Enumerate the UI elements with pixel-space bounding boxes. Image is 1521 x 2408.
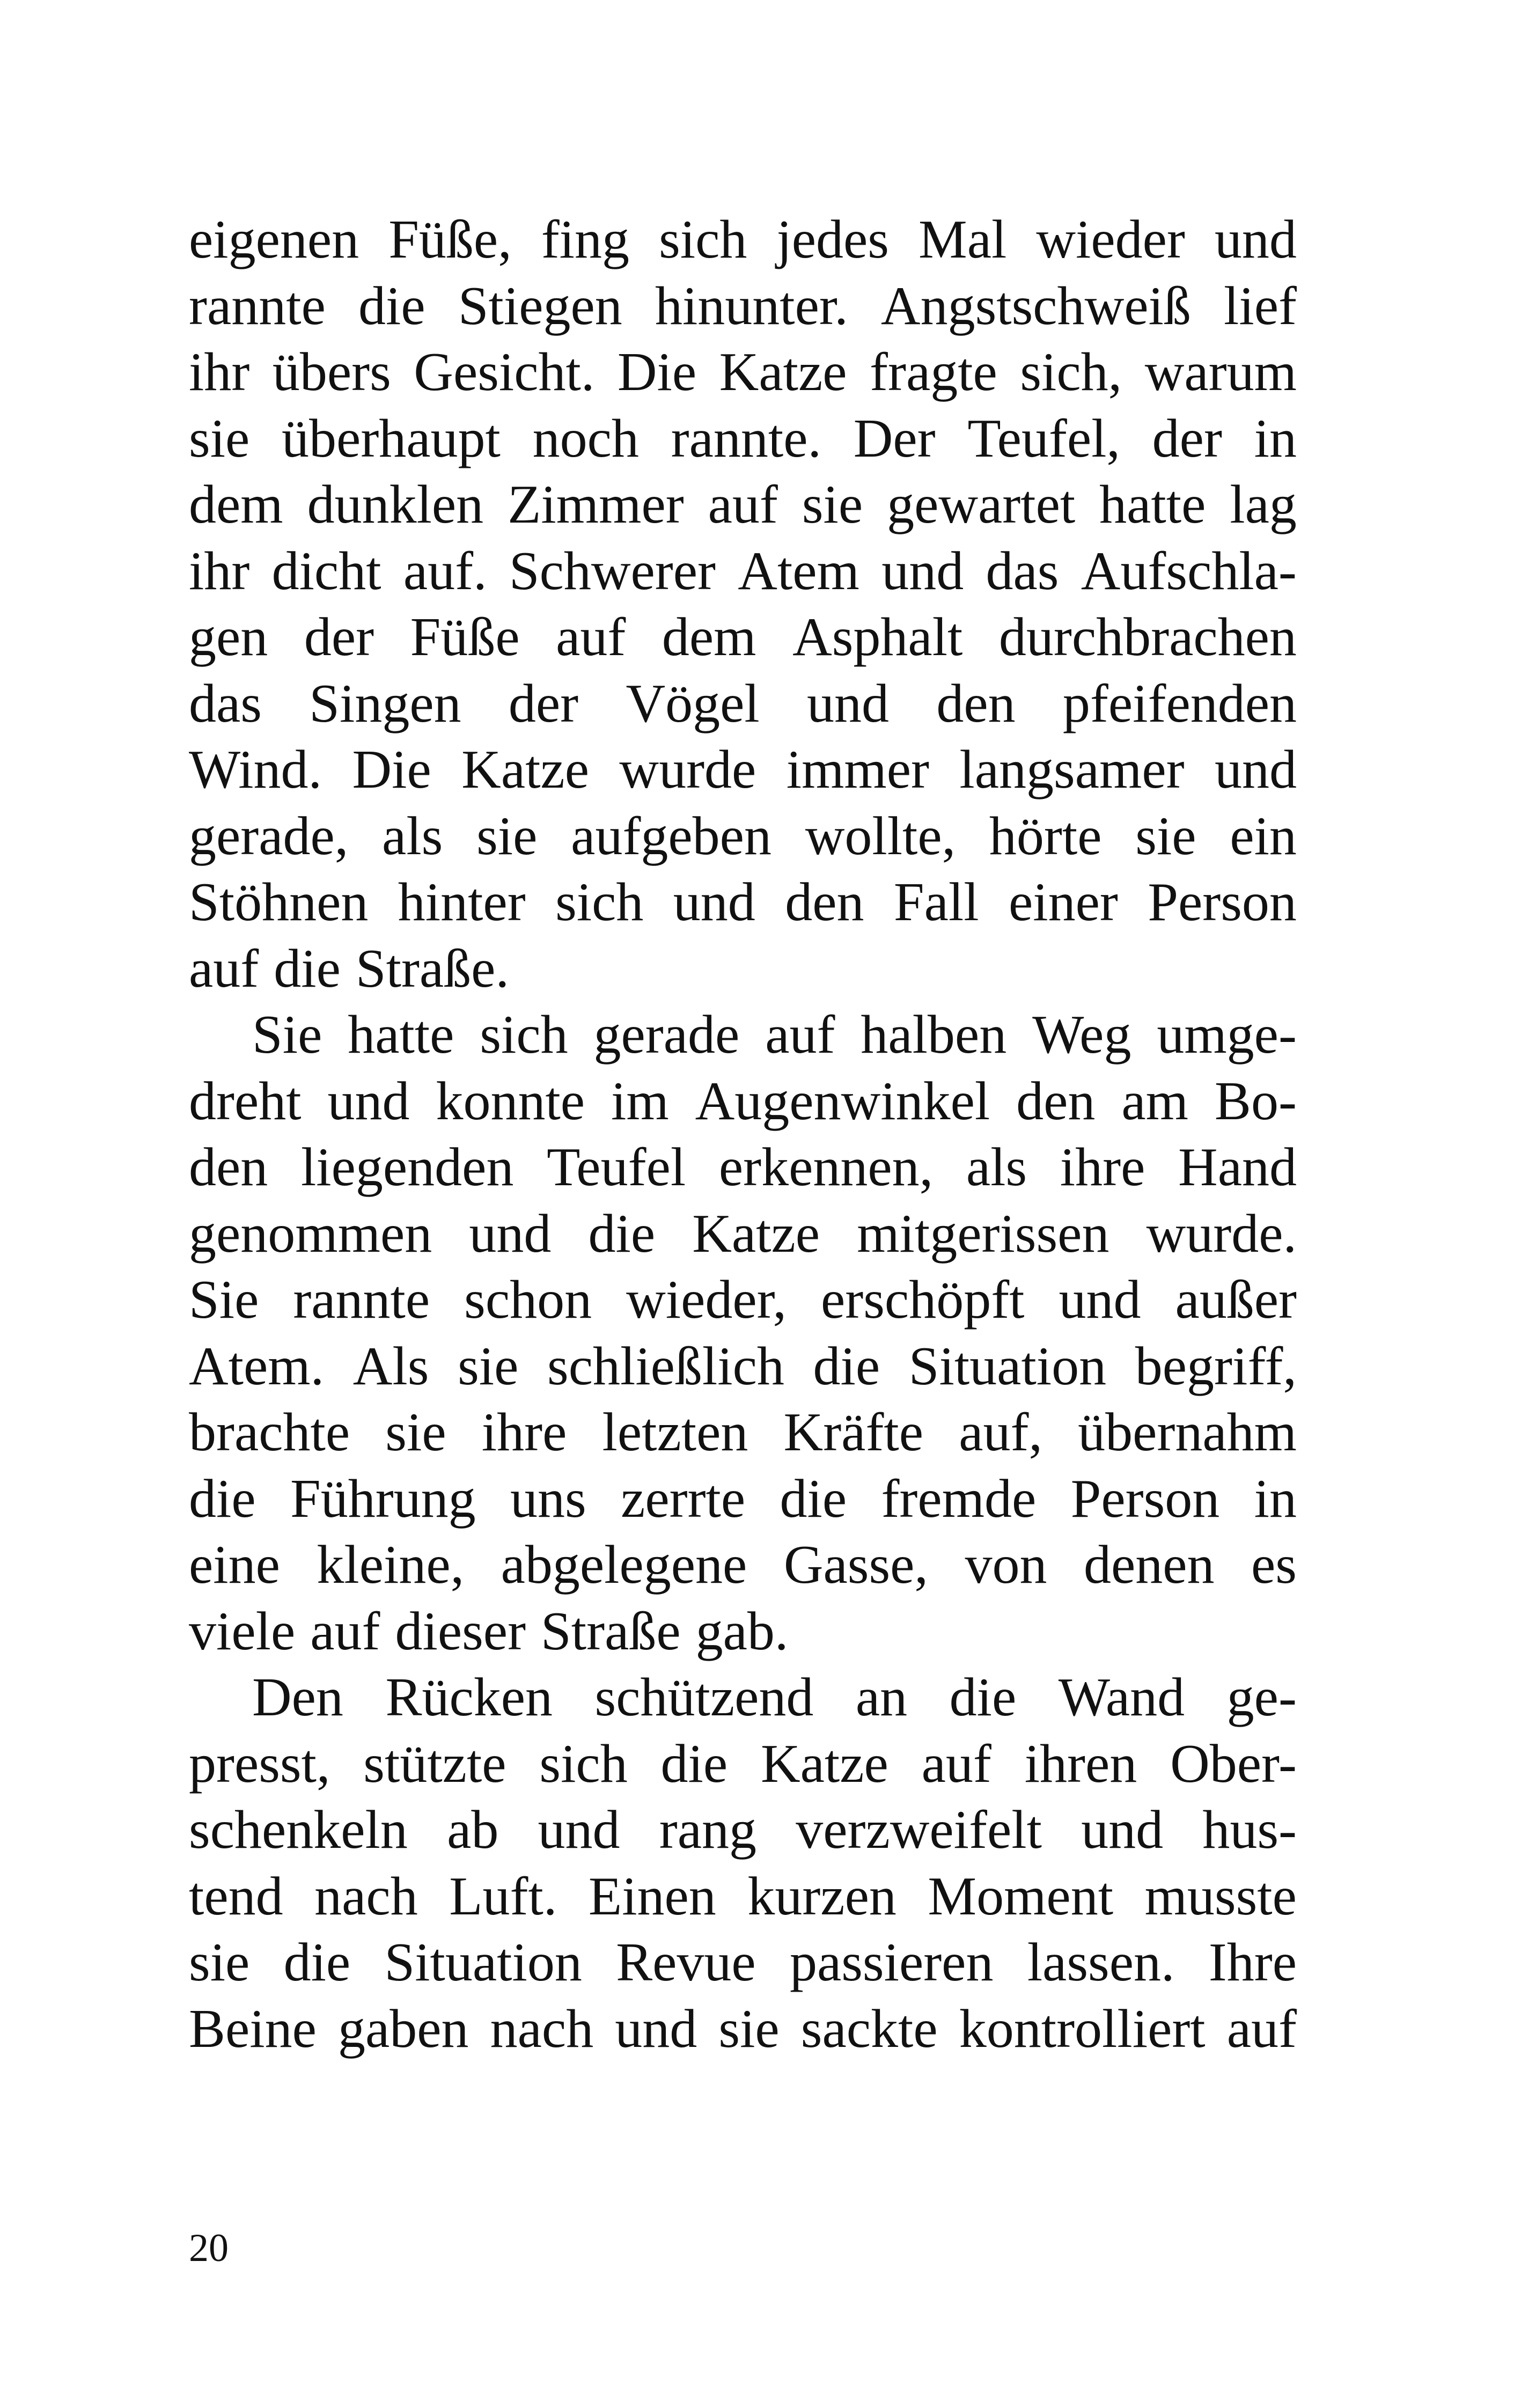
word: Fall <box>893 872 979 933</box>
word: Asphalt <box>792 607 963 667</box>
word: hinunter. <box>655 275 848 336</box>
word: erkennen, <box>718 1137 934 1198</box>
word: ihr <box>189 342 250 402</box>
text-line <box>189 1201 1297 1267</box>
word: das <box>986 540 1059 601</box>
word: und <box>1059 1269 1141 1330</box>
word: Der <box>853 408 936 469</box>
word: übers <box>272 342 391 402</box>
word: sich <box>659 209 747 270</box>
word: Füße <box>410 607 520 667</box>
text-line <box>189 1399 1297 1466</box>
word: sie <box>802 474 863 535</box>
text-line <box>189 1929 1297 1996</box>
word: Gesicht. <box>414 342 595 402</box>
word: den <box>189 1137 268 1198</box>
word: halben <box>861 1004 1007 1065</box>
word: überhaupt <box>282 408 501 469</box>
text-line <box>189 339 1297 406</box>
word: hatte <box>1099 474 1206 535</box>
word: rannte <box>293 1269 430 1330</box>
word: Als <box>352 1335 429 1397</box>
word: Ihre <box>1208 1932 1297 1993</box>
word: dicht <box>271 540 381 601</box>
word: die <box>189 1468 256 1529</box>
word: der <box>1152 408 1222 469</box>
word: und <box>881 540 964 601</box>
word: dreht <box>189 1070 302 1132</box>
word: sie <box>476 805 538 867</box>
word: ein <box>1230 805 1297 867</box>
word: dieser <box>395 1601 526 1662</box>
word: stützte <box>363 1733 506 1794</box>
word: Situation <box>908 1335 1107 1397</box>
word: langsamer <box>959 739 1185 800</box>
word: Katze <box>461 739 589 800</box>
word: wurde <box>619 739 756 800</box>
word: schützend <box>594 1667 814 1728</box>
word: schließlich <box>547 1335 784 1397</box>
word: einer <box>1008 872 1118 933</box>
word: Straße. <box>355 938 509 999</box>
word: wurde. <box>1146 1203 1297 1264</box>
text-line <box>189 273 1297 340</box>
word: ihren <box>1024 1733 1137 1794</box>
word: Zimmer <box>508 474 684 535</box>
word: Teufel <box>547 1137 686 1198</box>
word: presst, <box>189 1733 330 1794</box>
text-line <box>189 1466 1297 1532</box>
word: auf, <box>959 1402 1042 1463</box>
word: Stiegen <box>458 275 622 336</box>
word: gab. <box>695 1601 789 1662</box>
word: Stöhnen <box>189 872 369 933</box>
word: Singen <box>309 673 461 734</box>
paragraph-first-line <box>189 1664 1297 1731</box>
paragraph-last-line <box>189 936 1297 1002</box>
word: gerade, <box>189 805 349 867</box>
word: Person <box>1070 1468 1220 1529</box>
word: schon <box>464 1269 592 1330</box>
word: eigenen <box>189 209 359 270</box>
text-line <box>189 869 1297 936</box>
word: hinter <box>398 872 526 933</box>
paragraph-first-line <box>189 1002 1297 1068</box>
word: und <box>538 1800 620 1860</box>
word: sich, <box>1020 342 1122 402</box>
word: Sie <box>189 1269 259 1330</box>
word: Hand <box>1178 1137 1297 1198</box>
word: den <box>785 872 864 933</box>
word: wieder <box>1036 209 1185 270</box>
word: Wand <box>1058 1667 1185 1728</box>
word: pfeifenden <box>1062 673 1297 734</box>
text-line <box>189 737 1297 803</box>
word: sie <box>1135 805 1196 867</box>
paragraph-last-line <box>189 1598 1297 1665</box>
word: Einen <box>588 1866 716 1927</box>
text-line <box>189 1532 1297 1598</box>
word: musste <box>1144 1866 1297 1927</box>
word: Gasse, <box>783 1535 928 1595</box>
word: den <box>936 673 1016 734</box>
text-line <box>189 803 1297 870</box>
text-line <box>189 1267 1297 1333</box>
word: und <box>807 673 890 734</box>
word: noch <box>532 408 639 469</box>
word: hatte <box>348 1004 454 1065</box>
word: der <box>304 607 374 667</box>
word: aufgeben <box>571 805 771 867</box>
word: rannte. <box>671 408 822 469</box>
word: das <box>189 673 262 734</box>
word: die <box>780 1468 847 1529</box>
word: die <box>283 1932 351 1993</box>
word: liegenden <box>300 1137 514 1198</box>
word: denen <box>1083 1535 1215 1595</box>
word: fremde <box>881 1468 1037 1529</box>
word: hörte <box>989 805 1102 867</box>
word: Die <box>617 342 697 402</box>
word: Moment <box>928 1866 1114 1927</box>
word: der <box>508 673 579 734</box>
word: Augenwinkel <box>695 1070 990 1132</box>
word: lief <box>1224 275 1297 336</box>
word: kleine, <box>317 1535 465 1595</box>
word: Bo- <box>1214 1070 1297 1132</box>
word: sie <box>189 408 250 469</box>
word: lag <box>1230 474 1297 535</box>
word: ab <box>447 1800 499 1860</box>
word: umge- <box>1157 1004 1297 1065</box>
word: sie <box>458 1335 519 1397</box>
word: rannte <box>189 275 326 336</box>
word: Person <box>1148 872 1297 933</box>
word: und <box>327 1070 410 1132</box>
word: Katze <box>692 1203 820 1264</box>
word: auf <box>310 1601 380 1662</box>
word: Wind. <box>189 739 322 800</box>
word: auf <box>556 607 626 667</box>
word: dem <box>662 607 756 667</box>
text-line <box>189 1797 1297 1863</box>
word: sie <box>189 1932 250 1993</box>
text-line <box>189 1068 1297 1135</box>
word: Ober- <box>1170 1733 1297 1794</box>
word: warum <box>1144 342 1297 402</box>
word: Schwerer <box>509 540 716 601</box>
word: und <box>469 1203 552 1264</box>
word: Rücken <box>385 1667 553 1728</box>
word: erschöpft <box>820 1269 1025 1330</box>
word: Atem <box>738 540 859 601</box>
word: sie <box>385 1402 446 1463</box>
text-line <box>189 538 1297 605</box>
word: auf <box>921 1733 991 1794</box>
word: wollte, <box>805 805 956 867</box>
word: sich <box>480 1004 568 1065</box>
word: außer <box>1175 1269 1297 1330</box>
word: als <box>382 805 443 867</box>
word: in <box>1254 408 1297 469</box>
word: mitgerissen <box>857 1203 1109 1264</box>
word: eine <box>189 1535 280 1595</box>
word: sackte <box>800 1998 938 2059</box>
word: Teufel, <box>967 408 1120 469</box>
word: Atem. <box>189 1335 325 1397</box>
word: Mal <box>919 209 1007 270</box>
word: Kräfte <box>783 1402 924 1463</box>
word: es <box>1251 1535 1297 1595</box>
word: die <box>813 1335 880 1397</box>
word: den <box>1016 1070 1096 1132</box>
word: sich <box>539 1733 628 1794</box>
word: Katze <box>719 342 847 402</box>
word: Führung <box>290 1468 476 1529</box>
word: und <box>1215 739 1297 800</box>
word: die <box>274 938 341 999</box>
word: an <box>855 1667 908 1728</box>
word: Sie <box>252 1004 322 1065</box>
word: sie <box>718 1998 780 2059</box>
word: am <box>1121 1070 1188 1132</box>
word: wieder, <box>626 1269 787 1330</box>
word: ge- <box>1226 1667 1297 1728</box>
word: auf <box>708 474 778 535</box>
word: gen <box>189 607 268 667</box>
word: konnte <box>436 1070 585 1132</box>
word: Luft. <box>449 1866 557 1927</box>
word: auf. <box>403 540 487 601</box>
text-line <box>189 671 1297 737</box>
word: und <box>615 1998 697 2059</box>
word: von <box>965 1535 1047 1595</box>
word: letzten <box>602 1402 748 1463</box>
word: nach <box>314 1866 418 1927</box>
word: jedes <box>776 209 889 270</box>
word: fing <box>541 209 630 270</box>
word: auf <box>189 938 259 999</box>
word: auf <box>1226 1998 1297 2059</box>
word: gewartet <box>887 474 1076 535</box>
word: viele <box>189 1601 296 1662</box>
word: genommen <box>189 1203 432 1264</box>
word: gaben <box>338 1998 469 2059</box>
word: uns <box>510 1468 586 1529</box>
word: kurzen <box>747 1866 897 1927</box>
word: die <box>660 1733 728 1794</box>
word: und <box>1214 209 1297 270</box>
text-line <box>189 1731 1297 1797</box>
word: Beine <box>189 1998 317 2059</box>
text-line <box>189 1863 1297 1930</box>
word: abgelegene <box>501 1535 747 1595</box>
text-line <box>189 406 1297 472</box>
word: rang <box>659 1800 756 1860</box>
word: ihre <box>481 1402 567 1463</box>
word: und <box>673 872 755 933</box>
word: dem <box>189 474 283 535</box>
word: zerrte <box>621 1468 746 1529</box>
word: schenkeln <box>189 1800 408 1860</box>
word: als <box>966 1137 1027 1198</box>
word: im <box>611 1070 669 1132</box>
word: fragte <box>870 342 997 402</box>
word: übernahm <box>1078 1402 1297 1463</box>
word: tend <box>189 1866 283 1927</box>
word: hus- <box>1202 1800 1297 1860</box>
word: Die <box>352 739 431 800</box>
word: die <box>588 1203 656 1264</box>
word: dunklen <box>307 474 484 535</box>
text-line <box>189 1333 1297 1400</box>
word: Den <box>252 1667 343 1728</box>
word: auf <box>765 1004 835 1065</box>
text-line <box>189 604 1297 671</box>
word: lassen. <box>1027 1932 1175 1993</box>
word: ihre <box>1060 1137 1145 1198</box>
text-line <box>189 472 1297 538</box>
word: Weg <box>1032 1004 1131 1065</box>
word: Situation <box>384 1932 582 1993</box>
word: kontrolliert <box>959 1998 1206 2059</box>
text-line <box>189 1134 1297 1201</box>
word: nach <box>490 1998 594 2059</box>
word: Straße <box>541 1601 681 1662</box>
word: sich <box>555 872 644 933</box>
word: passieren <box>789 1932 994 1993</box>
word: Katze <box>760 1733 888 1794</box>
page-number: 20 <box>189 2226 229 2270</box>
word: die <box>949 1667 1017 1728</box>
word: ihr <box>189 540 250 601</box>
text-line <box>189 207 1297 273</box>
word: Angstschweiß <box>880 275 1191 336</box>
text-line <box>189 1996 1297 2062</box>
word: die <box>358 275 425 336</box>
word: gerade <box>593 1004 740 1065</box>
word: verzweifelt <box>796 1800 1042 1860</box>
word: begriff, <box>1135 1335 1297 1397</box>
word: und <box>1081 1800 1164 1860</box>
word: Füße, <box>388 209 512 270</box>
word: Aufschla- <box>1081 540 1297 601</box>
word: brachte <box>189 1402 350 1463</box>
body-text <box>189 207 1297 2062</box>
word: Vögel <box>626 673 760 734</box>
word: Revue <box>616 1932 756 1993</box>
word: durchbrachen <box>998 607 1297 667</box>
word: immer <box>786 739 929 800</box>
word: in <box>1254 1468 1297 1529</box>
